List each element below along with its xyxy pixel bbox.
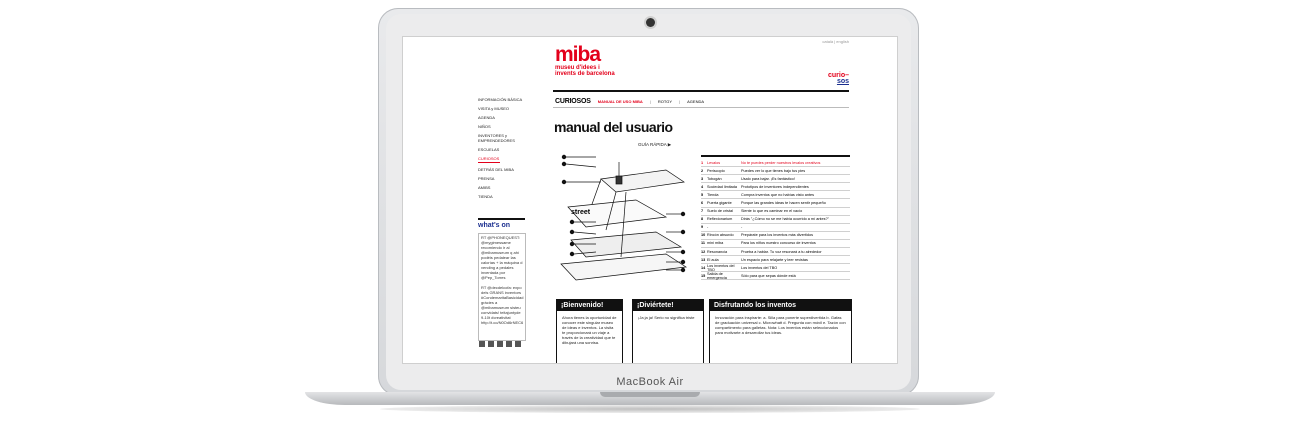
legend-table: [701, 155, 850, 280]
row-description: Porque las grandes ideas te hacen sentir pequeño: [741, 201, 826, 206]
row-description: No te puedes perder nuestros levalos creativos: [741, 160, 821, 165]
social-icons: [479, 341, 521, 347]
quick-guide-link[interactable]: GUÍA RÁPIDA ▶: [638, 142, 672, 147]
facebook-icon[interactable]: [479, 341, 485, 347]
card-bienvenido: [556, 299, 623, 363]
logo[interactable]: miba: [555, 43, 601, 66]
sidebar-item-tienda[interactable]: TIENDA: [478, 194, 493, 199]
row-description: Compra inventos que no habías visto antes: [741, 192, 815, 197]
table-row: [701, 208, 850, 216]
sidebar-item-inventores[interactable]: INVENTORES y EMPRENDEDORES: [478, 133, 515, 143]
row-number: 11: [701, 241, 706, 246]
row-term: Sociedad limitada: [707, 184, 737, 189]
subnav-divider: [553, 107, 849, 108]
row-description: Prueba a hablar. Tu voz resonará a tu alrededor: [741, 249, 822, 254]
row-term: Reflexionarium: [707, 217, 733, 222]
row-number: 13: [701, 257, 706, 262]
language-switch[interactable]: català | english: [822, 39, 849, 44]
table-row: [701, 232, 850, 240]
header-divider: [553, 90, 849, 92]
subnav-separator: |: [679, 99, 681, 104]
row-description: -: [741, 225, 743, 230]
sidebar-item-ninos[interactable]: NIÑOS: [478, 124, 491, 129]
sidebar-item-curiosos[interactable]: [478, 156, 526, 163]
row-number: 7: [701, 209, 704, 214]
row-term: Resonancia: [707, 249, 728, 254]
laptop-notch: [600, 392, 700, 397]
twitter-feed[interactable]: RT @PHONEQUEST: @mygimessame recomiendo ir al @mibamuseum q ahí podéis pedalear las calorías + la máquina d vending a pedales inventada por @Pep_Torres RT @decdelcofa: expo dels GRANS inventors #CondemaritaBasicidad gràcies a @mibamuseum sisteu convidats! teitajuntyde 9-10t #creativitat http://t.co/N0Od6rNEC6: [478, 233, 526, 341]
table-row: [701, 191, 850, 199]
laptop-shadow: [380, 405, 920, 413]
row-number: 6: [701, 201, 704, 206]
table-row: [701, 167, 850, 175]
row-term: Los inventos del TBO: [707, 263, 735, 272]
curiosos-badge: [828, 73, 849, 85]
row-description: Los inventos del TBO: [741, 265, 778, 270]
twitter-icon[interactable]: [488, 341, 494, 347]
card-title: ¡Bienvenido!: [557, 300, 622, 311]
card-disfrutando: [709, 299, 852, 363]
sidebar-item-label: CURIOSOS: [478, 156, 500, 161]
table-row: [701, 224, 850, 232]
row-description: Usalo para bajar. ¡Es fantástico!: [741, 176, 795, 181]
card-body: ¡Ja ja ja! Serio no significa triste: [638, 315, 695, 320]
device-label: MacBook Air: [616, 376, 684, 388]
street-label: street: [571, 209, 591, 216]
whats-on-heading: what's on: [478, 222, 510, 229]
sidebar-item-amibs[interactable]: AMIBS: [478, 185, 491, 190]
table-top-rule: [701, 155, 850, 157]
youtube-icon[interactable]: [497, 341, 503, 347]
row-term: Tobogán: [707, 176, 722, 181]
sidebar-item-detras[interactable]: DETRÁS DEL MIBA: [478, 167, 514, 172]
row-term: Suelo de cristal: [707, 209, 733, 214]
row-description: Prepárate para los inventos más divertidos: [741, 233, 813, 238]
row-term: Periscopio: [707, 168, 725, 173]
sos-text: sos: [836, 78, 849, 85]
sidebar-nav: [478, 97, 526, 203]
logo-subtitle: museu d'idees i invents de barcelona: [555, 65, 615, 77]
section-subnav: [555, 98, 855, 105]
whats-on-divider: [478, 218, 525, 220]
row-number: 14: [701, 265, 706, 270]
sidebar-item-escuelas[interactable]: ESCUELAS: [478, 147, 500, 152]
row-description: Siente lo que es caminar en el vacío: [741, 209, 803, 214]
active-underline: [478, 162, 500, 163]
table-row: [701, 216, 850, 224]
row-number: 5: [701, 192, 704, 197]
row-number: 8: [701, 217, 704, 222]
row-number: 12: [701, 249, 706, 254]
row-description: Puedes ver lo que tienes bajo tus pies: [741, 168, 806, 173]
page-title: manual del usuario: [554, 119, 673, 135]
row-description: Prototipos de inventores independientes: [741, 184, 809, 189]
row-description: Un espacio para relajarte y leer revistas: [741, 257, 808, 262]
section-title: CURIOSOS: [555, 98, 591, 105]
row-number: 9: [701, 225, 704, 230]
table-row: [701, 175, 850, 183]
card-body: Ahora tienes la oportunidad de conocer este singular museo de ideas e inventos. La visita te proporcionará un viaje a través de la creatividad que te dibujará una sonrisa.: [562, 315, 617, 345]
row-term: -: [707, 225, 709, 230]
row-description: Para los niños nuestro concurso de inventos: [741, 241, 816, 246]
row-number: 2: [701, 168, 704, 173]
rss-icon[interactable]: [515, 341, 521, 347]
table-row: [701, 199, 850, 207]
row-term: Salida de emergencia: [707, 271, 727, 280]
card-title: Disfrutando los inventos: [710, 300, 851, 311]
website-screen: [403, 37, 897, 363]
subnav-separator: |: [649, 99, 651, 104]
legend-rows: [701, 159, 850, 280]
row-description: Dirás "¿Cómo no se me había ocurrido a mí antes?": [741, 217, 829, 222]
row-term: Tienda: [707, 192, 719, 197]
row-number: 15: [701, 273, 706, 278]
curio-text: curio–: [827, 72, 849, 79]
row-term: El aula: [707, 257, 719, 262]
table-row: [701, 183, 850, 191]
sidebar-item-info[interactable]: INFORMACIÓN BÁSICA: [478, 97, 523, 102]
table-row: [701, 159, 850, 167]
card-diviertete: [632, 299, 704, 363]
subnav-manual[interactable]: MANUAL DE USO MIBA: [597, 99, 643, 104]
subnav-agenda[interactable]: AGENDA: [687, 99, 705, 104]
flickr-icon[interactable]: [506, 341, 512, 347]
table-row: [701, 248, 850, 256]
row-description: Sólo para que sepas dónde está: [741, 273, 796, 278]
sidebar-item-agenda[interactable]: AGENDA: [478, 115, 495, 120]
sidebar-item-visita[interactable]: VISITA y MUSEO: [478, 106, 510, 111]
card-body: Innovación para inspirarte: a. Silla para ponerte superdivertida b. Gafas de graduación universal c. Microwhatt d. Pregunta con móvil e. Tazón con compartimento para galletas. Nota: Los inventos están seleccionados para motivarte a desarrollar tus ideas.: [715, 315, 846, 335]
row-number: 1: [701, 160, 704, 165]
row-term: Puerta gigante: [707, 201, 732, 206]
museum-floor-diagram: [556, 152, 691, 282]
subnav-rotgy[interactable]: ROTGY: [657, 99, 673, 104]
row-number: 3: [701, 176, 704, 181]
row-term: Rincón absurdo: [707, 233, 734, 238]
camera-icon: [646, 18, 655, 27]
row-term: mini miba: [707, 241, 724, 246]
row-term: Levalos: [707, 160, 721, 165]
table-row: [701, 240, 850, 248]
sidebar-item-prensa[interactable]: PRENSA: [478, 176, 495, 181]
card-title: ¡Diviértete!: [633, 300, 703, 311]
row-number: 4: [701, 184, 704, 189]
row-number: 10: [701, 233, 706, 238]
table-row: [701, 272, 850, 280]
